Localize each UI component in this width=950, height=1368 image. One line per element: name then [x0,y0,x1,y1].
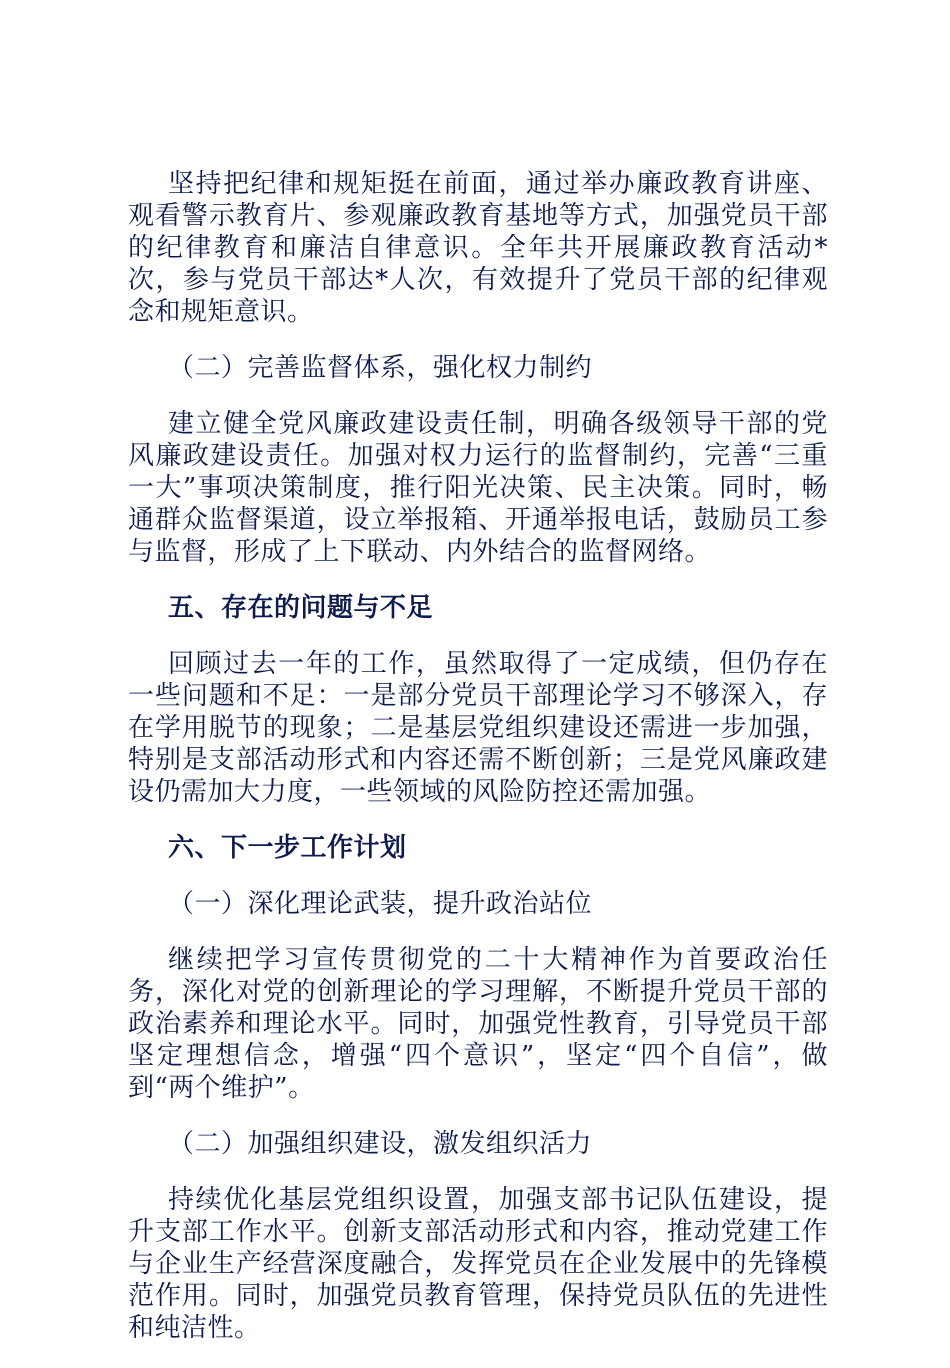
subheading-supervision-system: （二）完善监督体系，强化权力制约 [168,353,593,383]
paragraph-discipline-education: 坚持把纪律和规矩挺在前面，通过举办廉政教育讲座、观看警示教育片、参观廉政教育基地等方式，加强党员干部的纪律教育和廉洁自律意识。全年共开展廉政教育活动*次，参与党员干部达*人次，有效提升了党员干部的纪律观念和规矩意识。 [128,169,828,327]
paragraph-problems: 回顾过去一年的工作，虽然取得了一定成绩，但仍存在一些问题和不足：一是部分党员干部理论学习不够深入，存在学用脱节的现象；二是基层党组织建设还需进一步加强，特别是支部活动形式和内容还需不断创新；三是党风廉政建设仍需加大力度，一些领域的风险防控还需加强。 [128,649,828,807]
subheading-theory: （一）深化理论武装，提升政治站位 [168,889,593,919]
document-body [128,168,828,1368]
heading-problems: 五、存在的问题与不足 [168,593,434,623]
paragraph-theory: 继续把学习宣传贯彻党的二十大精神作为首要政治任务，深化对党的创新理论的学习理解，不断提升党员干部的政治素养和理论水平。同时，加强党性教育，引导党员干部坚定理想信念，增强“四个意识”，坚定“四个自信”，做到“两个维护”。 [128,945,828,1103]
heading-next-plan: 六、下一步工作计划 [168,833,407,863]
paragraph-organization: 持续优化基层党组织设置，加强支部书记队伍建设，提升支部工作水平。创新支部活动形式和内容，推动党建工作与企业生产经营深度融合，发挥党员在企业发展中的先锋模范作用。同时，加强党员教育管理，保持党员队伍的先进性和纯洁性。 [128,1185,828,1343]
paragraph-supervision-system: 建立健全党风廉政建设责任制，明确各级领导干部的党风廉政建设责任。加强对权力运行的监督制约，完善“三重一大”事项决策制度，推行阳光决策、民主决策。同时，畅通群众监督渠道，设立举报箱、开通举报电话，鼓励员工参与监督，形成了上下联动、内外结合的监督网络。 [128,409,828,567]
subheading-organization: （二）加强组织建设，激发组织活力 [168,1129,593,1159]
